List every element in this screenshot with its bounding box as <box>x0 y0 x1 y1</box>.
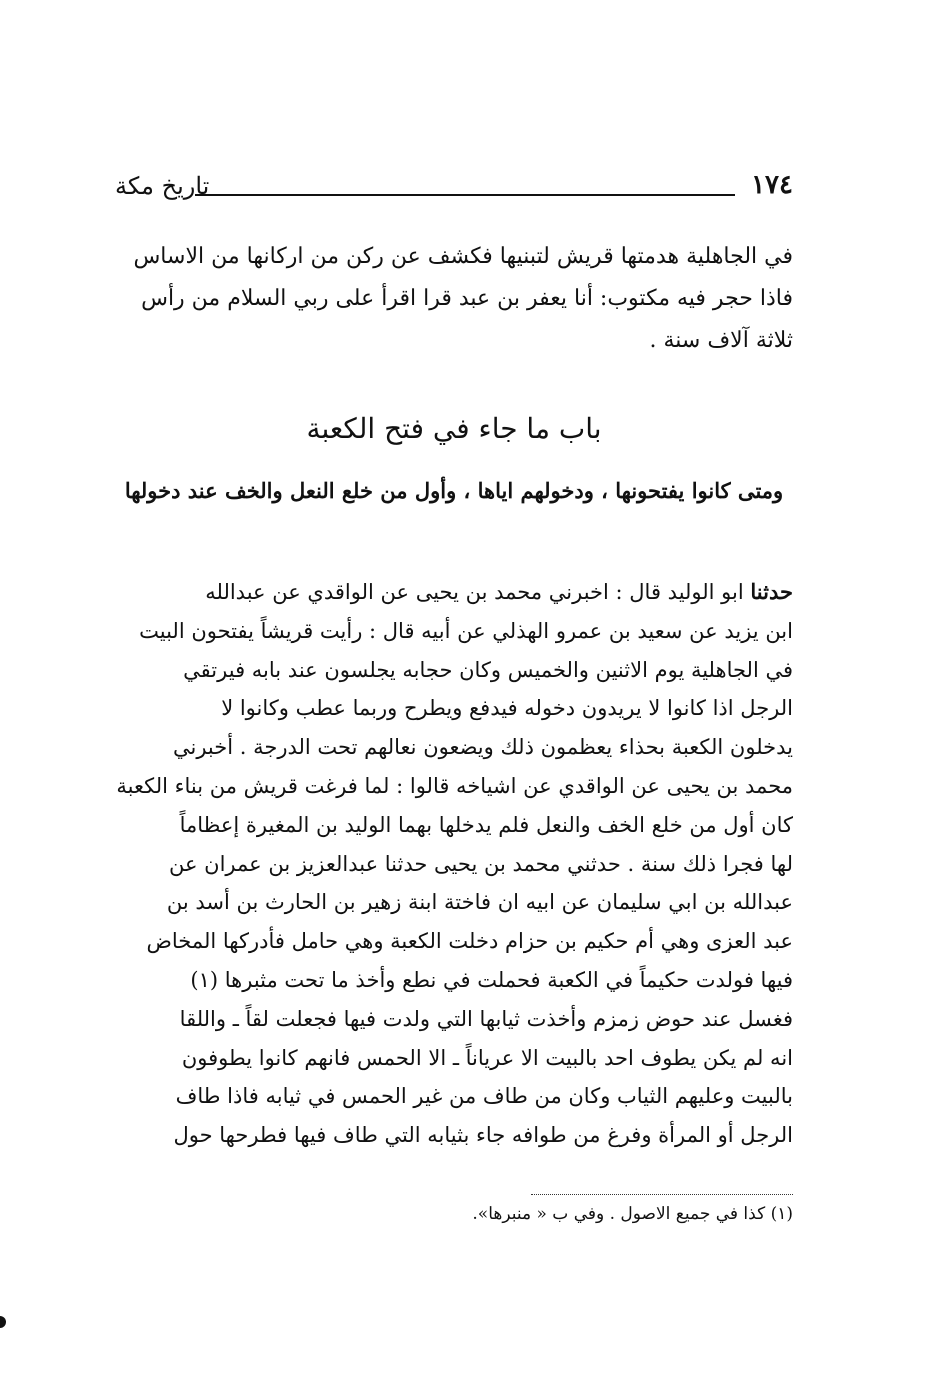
running-header <box>115 170 793 206</box>
paragraph-line: محمد بن يحيى عن الواقدي عن اشياخه قالوا : لما فرغت قريش من بناء الكعبة <box>116 773 793 798</box>
header-rule <box>195 194 735 196</box>
continuation-paragraph <box>115 236 793 362</box>
paragraph-line: انه لم يكن يطوف احد بالبيت الا عرياناً ـ الا الحمس فانهم كانوا يطوفون <box>181 1045 793 1070</box>
paragraph-line: فيها فولدت حكيماً في الكعبة فحملت في نطع وأخذ ما تحت مثبرها (١) <box>190 967 793 992</box>
lead-word: حدثنا <box>750 579 793 604</box>
paragraph-line: في الجاهلية يوم الاثنين والخميس وكان حجابه يجلسون عند بابه فيرتقي <box>183 657 793 682</box>
paragraph-line: الرجل اذا كانوا لا يريدون دخوله فيدفع ويطرح وربما عطب وكانوا لا <box>221 696 793 721</box>
paragraph-line: الرجل أو المرأة وفرغ من طوافه جاء بثيابه التي طاف فيها فطرحها حول <box>173 1123 793 1148</box>
first-line-text: ابو الوليد قال : اخبرني محمد بن يحيى عن الواقدي عن عبدالله <box>205 580 744 604</box>
paragraph-line: ابن يزيد عن سعيد بن عمرو الهذلي عن أبيه قال : رأيت قريشاً يفتحون البيت <box>139 618 793 643</box>
paragraph-line: فغسل عند حوض زمزم وأخذت ثيابها التي ولدت فيها فجعلت لقاً ـ واللقا <box>179 1006 793 1031</box>
paragraph-line <box>115 573 793 612</box>
paragraph-line: يدخلون الكعبة بحذاء يعظمون ذلك ويضعون نعالهم تحت الدرجة . أخبرني <box>172 735 793 760</box>
scan-edge-mark <box>0 1316 6 1328</box>
main-paragraph <box>115 573 793 1155</box>
paragraph-line: بالبيت وعليهم الثياب وكان من طاف من غير الحمس في ثيابه فاذا طاف <box>175 1084 793 1109</box>
paragraph-line: لها فجرا ذلك سنة . حدثني محمد بن يحيى حدثنا عبدالعزيز بن عمران عن <box>168 851 793 876</box>
chapter-title: باب ما جاء في فتح الكعبة <box>306 412 602 445</box>
footnote-separator <box>531 1194 793 1195</box>
paragraph-line: ثلاثة آلاف سنة . <box>649 328 793 353</box>
paragraph-line: فاذا حجر فيه مكتوب: أنا يعفر بن عبد قرا اقرأ على ربي السلام من رأس <box>141 286 793 311</box>
paragraph-line: في الجاهلية هدمتها قريش لتبنيها فكشف عن ركن من اركانها من الاساس <box>133 244 793 269</box>
paragraph-line: عبد العزى وهي أم حكيم بن حزام دخلت الكعبة وهي حامل فأدركها المخاض <box>146 929 793 954</box>
chapter-subtitle: ومتى كانوا يفتحونها ، ودخولهم اياها ، وأول من خلع النعل والخف عند دخولها <box>124 478 784 503</box>
page-number: ١٧٤ <box>751 170 793 200</box>
paragraph-line: عبدالله بن ابي سليمان عن ابيه ان فاختة ابنة زهير بن الحارث بن أسد بن <box>166 890 793 915</box>
paragraph-line: كان أول من خلع الخف والنعل فلم يدخلها بهما الوليد بن المغيرة إعظاماً <box>179 812 793 837</box>
running-title: تاريخ مكة <box>115 172 210 200</box>
footnote: (١) كذا في جميع الاصول . وفي ب « منبرها». <box>472 1204 793 1224</box>
